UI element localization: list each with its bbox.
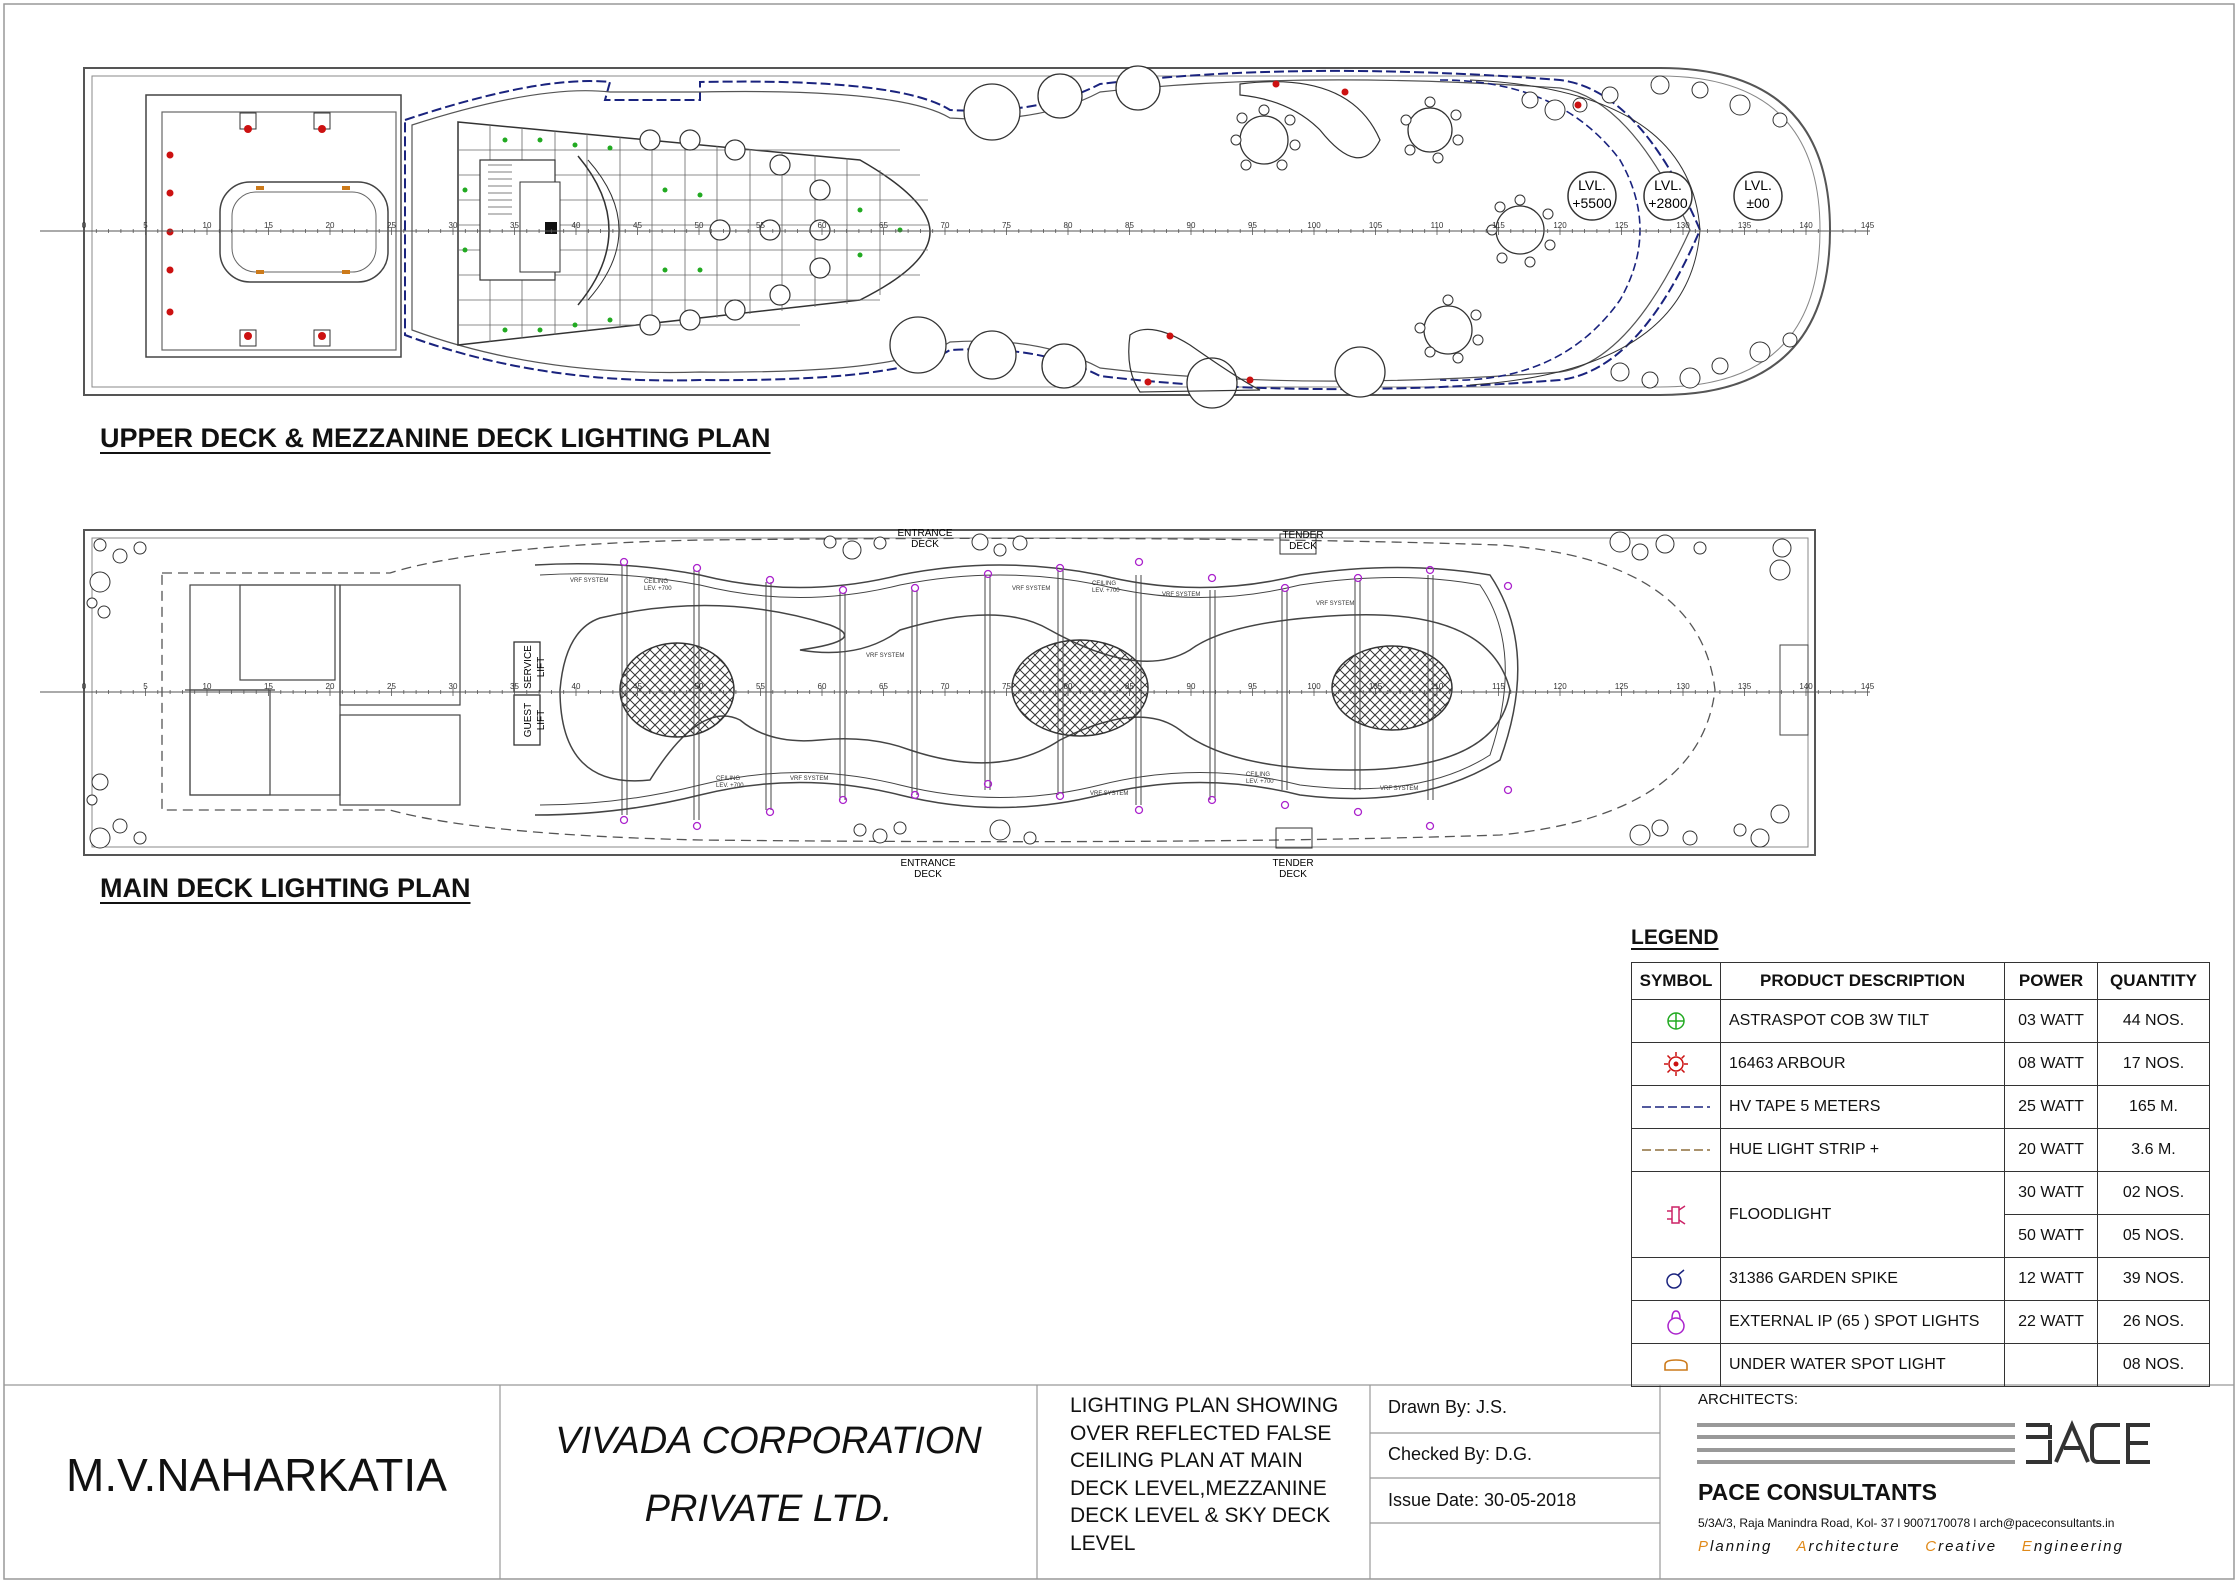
- drawing-title-line: LEVEL: [1070, 1531, 1136, 1555]
- issue-date: Issue Date: 30-05-2018: [1388, 1490, 1577, 1510]
- floodlight-icon: [1632, 1172, 1721, 1258]
- level-label-2a: LVL.: [1654, 177, 1682, 193]
- upper-deck-plan-title: UPPER DECK & MEZZANINE DECK LIGHTING PLAN: [100, 423, 771, 453]
- ruler-label: 60: [817, 682, 827, 691]
- upper-deck-plan: [81, 66, 1830, 408]
- entrance-deck-top-2: DECK: [911, 539, 939, 550]
- drawing-title: [1070, 1392, 1338, 1557]
- ruler-label: 85: [1125, 221, 1134, 230]
- ruler-label: 5: [143, 221, 148, 230]
- project-name: M.V.NAHARKATIA: [66, 1449, 447, 1501]
- ceiling-level-label: LEV. +700: [1246, 779, 1274, 785]
- drawing-title-line: OVER REFLECTED FALSE: [1070, 1421, 1332, 1445]
- ruler-label: 65: [879, 682, 888, 691]
- ruler-label: 10: [202, 682, 212, 691]
- ruler-label: 5: [143, 682, 148, 691]
- ruler-label: 130: [1676, 221, 1690, 230]
- firm-name: PACE CONSULTANTS: [1698, 1479, 1937, 1505]
- legend-header-symbol: SYMBOL: [1632, 963, 1721, 1000]
- legend-power: 08 WATT: [2005, 1043, 2098, 1086]
- legend-quantity: 26 NOS.: [2098, 1301, 2210, 1344]
- vrf-label: VRF SYSTEM: [1380, 786, 1419, 792]
- drawing-title-line: DECK LEVEL & SKY DECK: [1070, 1504, 1331, 1527]
- legend-quantity: 05 NOS.: [2098, 1215, 2210, 1258]
- external-spot-icon: [1632, 1301, 1721, 1344]
- ruler-label: 125: [1614, 682, 1629, 691]
- checked-by: Checked By: D.G.: [1388, 1444, 1533, 1464]
- ruler-label: 30: [448, 682, 458, 691]
- ruler-label: 100: [1307, 221, 1321, 230]
- ruler-label: 85: [1125, 682, 1134, 691]
- main-deck-plan: [81, 528, 1815, 880]
- legend-header-row: [1632, 963, 2210, 1000]
- entrance-deck-top: ENTRANCE: [897, 528, 953, 539]
- ruler-label: 60: [817, 221, 827, 230]
- legend-header-quantity: QUANTITY: [2098, 963, 2210, 1000]
- level-label-1a: LVL.: [1578, 177, 1606, 193]
- tagline-word: reative: [1938, 1538, 1998, 1555]
- legend-row: [1632, 1043, 2210, 1086]
- ruler-label: 115: [1492, 221, 1505, 230]
- entrance-deck-bottom-2: DECK: [914, 869, 942, 880]
- ceiling-label: CEILING: [644, 579, 669, 585]
- ruler-label: 140: [1799, 221, 1813, 230]
- ruler-label: 25: [387, 682, 396, 691]
- underwater-spot-icon: [1632, 1344, 1721, 1387]
- tagline-initial: C: [1925, 1538, 1939, 1555]
- ruler-label: 125: [1614, 221, 1629, 230]
- drawn-by: Drawn By: J.S.: [1388, 1397, 1508, 1417]
- ruler-label: 70: [940, 221, 950, 230]
- level-label-3a: LVL.: [1744, 177, 1772, 193]
- legend-row: [1632, 1086, 2210, 1129]
- legend-description: UNDER WATER SPOT LIGHT: [1721, 1344, 2005, 1387]
- ruler-label: 90: [1186, 682, 1196, 691]
- level-label-2b: +2800: [1648, 195, 1688, 211]
- legend-header-power: POWER: [2005, 963, 2098, 1000]
- vrf-label: VRF SYSTEM: [866, 653, 905, 659]
- ruler-label: 55: [756, 221, 765, 230]
- ruler-label: 145: [1860, 221, 1875, 230]
- legend-quantity: 3.6 M.: [2098, 1129, 2210, 1172]
- legend-power: 30 WATT: [2005, 1172, 2098, 1215]
- tender-deck-bottom: TENDER: [1272, 858, 1314, 869]
- ceiling-level-label: LEV. +700: [716, 783, 744, 789]
- vrf-label: VRF SYSTEM: [1162, 592, 1201, 598]
- legend-power: 50 WATT: [2005, 1215, 2098, 1258]
- guest-lift-label-2: LIFT: [536, 709, 547, 731]
- tender-deck-top-2: DECK: [1289, 541, 1317, 552]
- tender-deck-bottom-2: DECK: [1279, 869, 1307, 880]
- legend-row: [1632, 1258, 2210, 1301]
- client-name-line1: VIVADA CORPORATION: [555, 1420, 982, 1462]
- drawing-title-line: DECK LEVEL,MEZZANINE: [1070, 1476, 1327, 1500]
- legend-quantity: 165 M.: [2098, 1086, 2210, 1129]
- ruler-label: 90: [1186, 221, 1196, 230]
- ceiling-label: CEILING: [1092, 581, 1117, 587]
- legend-quantity: 17 NOS.: [2098, 1043, 2210, 1086]
- legend-quantity: 44 NOS.: [2098, 1000, 2210, 1043]
- legend-description: 31386 GARDEN SPIKE: [1721, 1258, 2005, 1301]
- ceiling-label: CEILING: [716, 776, 741, 782]
- ruler-label: 80: [1063, 221, 1073, 230]
- firm-tagline: [1698, 1538, 2124, 1555]
- ceiling-level-label: LEV. +700: [644, 586, 672, 592]
- ruler-label: 30: [448, 221, 458, 230]
- ruler-label: 110: [1430, 682, 1444, 691]
- ruler-label: 140: [1799, 682, 1813, 691]
- tagline-word: rchitecture: [1808, 1538, 1901, 1555]
- service-lift-label-2: LIFT: [536, 656, 547, 678]
- ruler-label: 20: [325, 682, 335, 691]
- hue-strip-icon: [1632, 1129, 1721, 1172]
- ruler-label: 105: [1368, 682, 1383, 691]
- drawing-title-line: LIGHTING PLAN SHOWING: [1070, 1394, 1339, 1417]
- legend-row: [1632, 1000, 2210, 1043]
- ruler-label: 100: [1307, 682, 1321, 691]
- vrf-label: VRF SYSTEM: [1012, 586, 1051, 592]
- ruler-label: 120: [1553, 221, 1567, 230]
- tagline-initial: A: [1796, 1538, 1809, 1555]
- ruler-label: 95: [1248, 682, 1257, 691]
- legend-power: 20 WATT: [2005, 1129, 2098, 1172]
- ruler-label: 55: [756, 682, 765, 691]
- level-label-1b: +5500: [1572, 195, 1612, 211]
- ceiling-level-label: LEV. +700: [1092, 588, 1120, 594]
- legend-row: [1632, 1301, 2210, 1344]
- legend-power: 12 WATT: [2005, 1258, 2098, 1301]
- ruler-label: 25: [387, 221, 396, 230]
- legend-description: FLOODLIGHT: [1721, 1172, 2005, 1258]
- arbour-icon: [1632, 1043, 1721, 1086]
- ruler-label: 15: [264, 682, 273, 691]
- ruler-label: 145: [1860, 682, 1875, 691]
- ruler-label: 20: [325, 221, 335, 230]
- vrf-label: VRF SYSTEM: [1316, 601, 1355, 607]
- pace-logo: [1697, 1425, 2150, 1462]
- legend-description: HUE LIGHT STRIP +: [1721, 1129, 2005, 1172]
- main-deck-plan-title: MAIN DECK LIGHTING PLAN: [100, 873, 471, 903]
- tagline-initial: E: [2021, 1538, 2034, 1555]
- firm-address: 5/3A/3, Raja Manindra Road, Kol- 37 l 9007170078 l arch@paceconsultants.in: [1698, 1516, 2115, 1530]
- ruler-label: 135: [1737, 221, 1752, 230]
- ruler-label: 10: [202, 221, 212, 230]
- tender-deck-top: TENDER: [1282, 530, 1324, 541]
- garden-spike-icon: [1632, 1258, 1721, 1301]
- legend-row: [1632, 1129, 2210, 1172]
- hv-tape-icon: [1632, 1086, 1721, 1129]
- ruler-label: 0: [81, 221, 87, 230]
- legend-power: 25 WATT: [2005, 1086, 2098, 1129]
- ceiling-label: CEILING: [1246, 772, 1271, 778]
- ruler-label: 130: [1676, 682, 1690, 691]
- tagline-word: lanning: [1710, 1538, 1773, 1555]
- legend-power: 22 WATT: [2005, 1301, 2098, 1344]
- architects-label: ARCHITECTS:: [1698, 1391, 1799, 1408]
- ruler-label: 75: [1002, 221, 1011, 230]
- ruler-label: 40: [571, 682, 581, 691]
- ruler-label: 115: [1492, 682, 1505, 691]
- legend-power: [2005, 1344, 2098, 1387]
- legend-description: HV TAPE 5 METERS: [1721, 1086, 2005, 1129]
- legend-header-description: PRODUCT DESCRIPTION: [1721, 963, 2005, 1000]
- legend-description: ASTRASPOT COB 3W TILT: [1721, 1000, 2005, 1043]
- ruler-label: 50: [694, 221, 704, 230]
- legend-quantity: 02 NOS.: [2098, 1172, 2210, 1215]
- legend-description: 16463 ARBOUR: [1721, 1043, 2005, 1086]
- ruler-label: 80: [1063, 682, 1073, 691]
- legend-table: [1631, 962, 2210, 1387]
- level-label-3b: ±00: [1746, 195, 1770, 211]
- entrance-deck-bottom: ENTRANCE: [900, 858, 956, 869]
- legend-quantity: 39 NOS.: [2098, 1258, 2210, 1301]
- ruler-label: 110: [1430, 221, 1444, 230]
- ruler-label: 75: [1002, 682, 1011, 691]
- tagline-word: ngineering: [2033, 1538, 2124, 1555]
- service-lift-label: SERVICE: [523, 645, 534, 689]
- legend-title: LEGEND: [1631, 926, 1719, 949]
- drawing-title-line: CEILING PLAN AT MAIN: [1070, 1449, 1303, 1472]
- vrf-label: VRF SYSTEM: [790, 776, 829, 782]
- ruler-label: 50: [694, 682, 704, 691]
- legend-quantity: 08 NOS.: [2098, 1344, 2210, 1387]
- ruler-label: 135: [1737, 682, 1752, 691]
- legend-row: [1632, 1172, 2210, 1215]
- guest-lift-label: GUEST: [523, 702, 534, 738]
- ruler-label: 95: [1248, 221, 1257, 230]
- vrf-label: VRF SYSTEM: [570, 578, 609, 584]
- ruler-label: 45: [633, 221, 642, 230]
- ruler-label: 35: [510, 221, 519, 230]
- ruler-label: 70: [940, 682, 950, 691]
- tagline-initial: P: [1698, 1538, 1711, 1555]
- legend-power: 03 WATT: [2005, 1000, 2098, 1043]
- vrf-label: VRF SYSTEM: [1090, 791, 1129, 797]
- ruler-label: 105: [1368, 221, 1383, 230]
- ruler-label: 65: [879, 221, 888, 230]
- legend-description: EXTERNAL IP (65 ) SPOT LIGHTS: [1721, 1301, 2005, 1344]
- ruler-label: 0: [81, 682, 87, 691]
- astraspot-icon: [1632, 1000, 1721, 1043]
- ruler-label: 40: [571, 221, 581, 230]
- ruler-label: 15: [264, 221, 273, 230]
- client-name-line2: PRIVATE LTD.: [644, 1488, 893, 1530]
- ruler-label: 120: [1553, 682, 1567, 691]
- ruler-label: 35: [510, 682, 519, 691]
- ruler-label: 45: [633, 682, 642, 691]
- legend-row: [1632, 1344, 2210, 1387]
